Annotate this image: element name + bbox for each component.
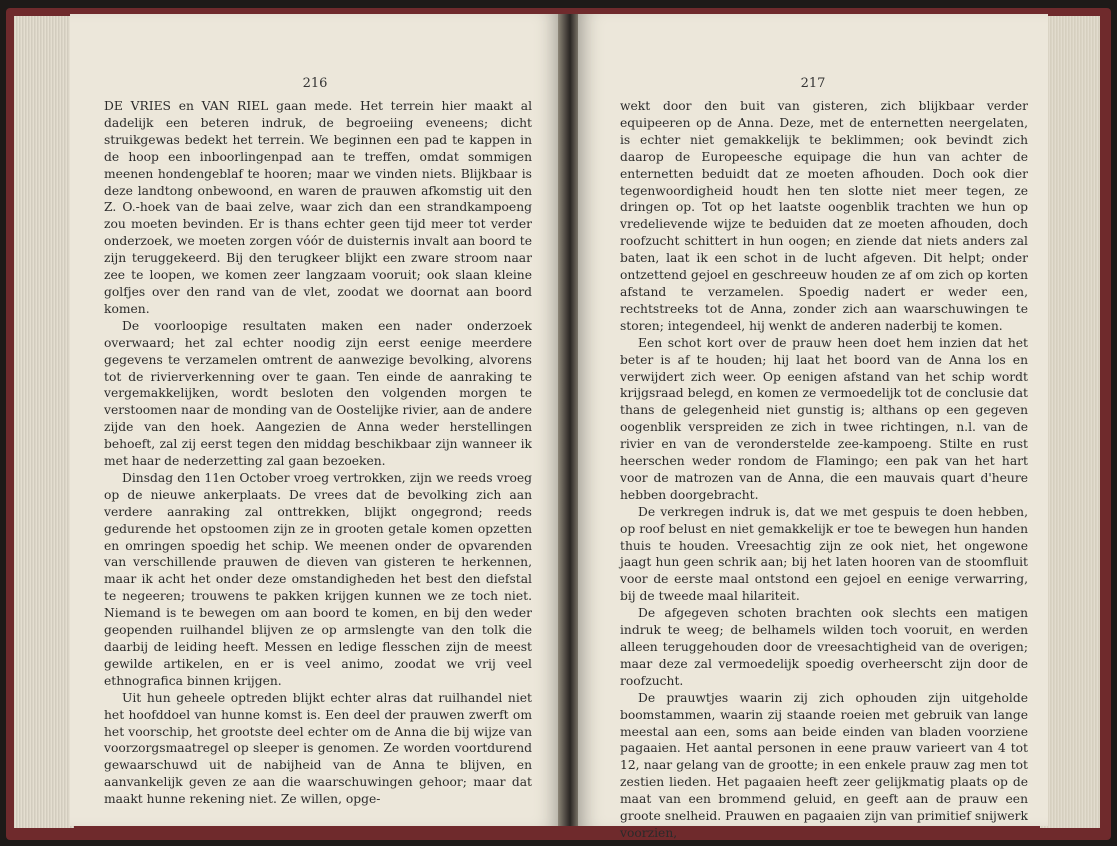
page-number: 217	[800, 76, 826, 91]
paragraph: De afgegeven schoten brachten ook slechts een matigen indruk te weeg; de belhamels wilden toch vooruit, en werden alleen teruggehouden door de vreesachtigheid van de overigen; maar deze zal vermoedelijk spoedig overheerscht zijn door de roofzucht.	[620, 606, 1028, 688]
paragraph: De verkregen indruk is, dat we met gespuis te doen hebben, op roof belust en niet gemakkelijk er toe te bewegen hun handen thuis te houden. Vreesachtig zijn ze ook niet, het ongewone jaagt hun geen schrik aan; bij het laten hooren van de stoomfluit voor de eerste maal ontstond een gejoel en eenige verwarring, bij de tweede maal hilariteit.	[620, 504, 1028, 604]
page-number: 216	[302, 76, 328, 91]
left-page	[70, 14, 560, 826]
paragraph: Uit hun geheele optreden blijkt echter alras dat ruilhandel niet het hoofddoel van hunne komst is. Een deel der prauwen zwerft om het voorschip, het grootste deel echter om de Anna die bij wijze van voorzorgsmaatregel op sleeper is genomen. Ze worden voortdurend gewaarschuwd uit de nabijheid van de Anna te blijven, en aanvankelijk geven ze aan die waarschuwingen gehoor; maar dat maakt hunne rekening niet. Ze willen, opge-	[104, 690, 532, 807]
book-gutter	[558, 14, 580, 826]
paragraph: De prauwtjes waarin zij zich ophouden zijn uitgeholde boomstammen, waarin zij staande roeien met gebruik van lange meestal aan een, soms aan beide einden van bladen voorziene pagaaien. Het aantal personen in eene prauw varieert van 4 tot 12, naar gelang van de grootte; in een enkele prauw zag men tot zestien lieden. Het pagaaien heeft zeer gelijkmatig plaats op de maat van een brommend geluid, en geeft aan de prauw een groote snelheid. Prauwen en pagaaien zijn van primitief snijwerk voorzien,	[620, 690, 1028, 840]
page-edges-right	[1040, 16, 1100, 828]
page-edges-left	[14, 16, 74, 828]
paragraph: DE VRIES en VAN RIEL gaan mede. Het terrein hier maakt al dadelijk een beteren indruk, de begroeiing eveneens; dicht struikgewas bedekt het terrein. We beginnen een pad te kappen in de hoop een inboorlingenpad aan te treffen, omdat sommigen meenen hondengeblaf te hooren; maar we vinden niets. Blijkbaar is deze landtong onbewoond, en waren de prauwen afkomstig uit den Z. O.-hoek van de baai zelve, waar zich dan een strandkampoeng zou moeten bevinden. Er is thans echter geen tijd meer tot verder onderzoek, we moeten zorgen vóór de duisternis invalt aan boord te zijn teruggekeerd. Bij den terugkeer blijkt een zware stroom naar zee te loopen, we komen zeer langzaam vooruit; ook slaan kleine golfjes over den rand van de vlet, zoodat we doornat aan boord komen.	[104, 99, 532, 316]
right-page	[578, 14, 1048, 840]
paragraph: wekt door den buit van gisteren, zich blijkbaar verder equipeeren op de Anna. Deze, met de enternetten neergelaten, is echter niet gemakkelijk te beklimmen; ook bevindt zich daarop de Europeesche equipage die hun van achter de enternetten beduidt dat ze moeten afhouden. Doch ook dier tegenwoordigheid houdt hen ten slotte niet meer tegen, ze dringen op. Tot op het laatste oogenblik trachten we hun op vredelievende wijze te beduiden dat ze moeten afhouden, doch roofzucht schittert in hun oogen; en ziende dat niets anders zal baten, laat ik een schot in de lucht afgeven. Dit helpt; onder ontzettend gejoel en geschreeuw houden ze af om zich op korten afstand te verzamelen. Spoedig nadert er weder een, rechtstreeks tot de Anna, zonder zich aan waarschuwingen te storen; integendeel, hij wenkt de anderen naderbij te komen.	[620, 99, 1028, 333]
page-text	[104, 98, 532, 808]
paragraph: Dinsdag den 11en October vroeg vertrokken, zijn we reeds vroeg op de nieuwe ankerplaats. De vrees dat de bevolking zich aan verdere aanraking zal onttrekken, blijkt ongegrond; reeds gedurende het opstoomen zijn ze in grooten getale komen opzetten en omringen spoedig het schip. We meenen onder de opvarenden van verschillende prauwen de dieven van gisteren te herkennen, maar ik acht het onder deze omstandigheden het best den diefstal te negeeren; trouwens te pakken krijgen kunnen we ze toch niet. Niemand is te bewegen om aan boord te komen, en bij den weder geopenden ruilhandel blijven ze op armslengte van den tolk die daarbij de leiding heeft. Messen en ledige flesschen zijn de meest gewilde artikelen, en er is veel animo, zoodat we vrij veel ethnografica binnen krijgen.	[104, 470, 532, 688]
paragraph: Een schot kort over de prauw heen doet hem inzien dat het beter is af te houden; hij laat het boord van de Anna los en verwijdert zich weer. Op eenigen afstand van het schip wordt krijgsraad belegd, en komen ze vermoedelijk tot de conclusie dat thans de gelegenheid niet gunstig is; althans op een gegeven oogenblik verspreiden ze zich in twee richtingen, n.l. van de rivier en van de veronderstelde zee-kampoeng. Stilte en rust heerschen weder rondom de Flamingo; een pak van het hart voor de matrozen van de Anna, die een mauvais quart d'heure hebben doorgebracht.	[620, 335, 1028, 502]
paragraph: De voorloopige resultaten maken een nader onderzoek overwaard; het zal echter noodig zijn eerst eenige meerdere gegevens te verzamelen omtrent de aanwezige bevolking, alvorens tot de rivierverkenning over te gaan. Ten einde de aanraking te vergemakkelijken, wordt besloten den volgenden morgen te verstoomen naar de monding van de Oostelijke rivier, aan de andere zijde van den hoek. Aangezien de Anna weder herstellingen behoeft, zal zij eerst tegen den middag beschikbaar zijn wanneer ik met haar de nederzetting zal gaan bezoeken.	[104, 318, 532, 469]
page-text	[620, 98, 1028, 842]
